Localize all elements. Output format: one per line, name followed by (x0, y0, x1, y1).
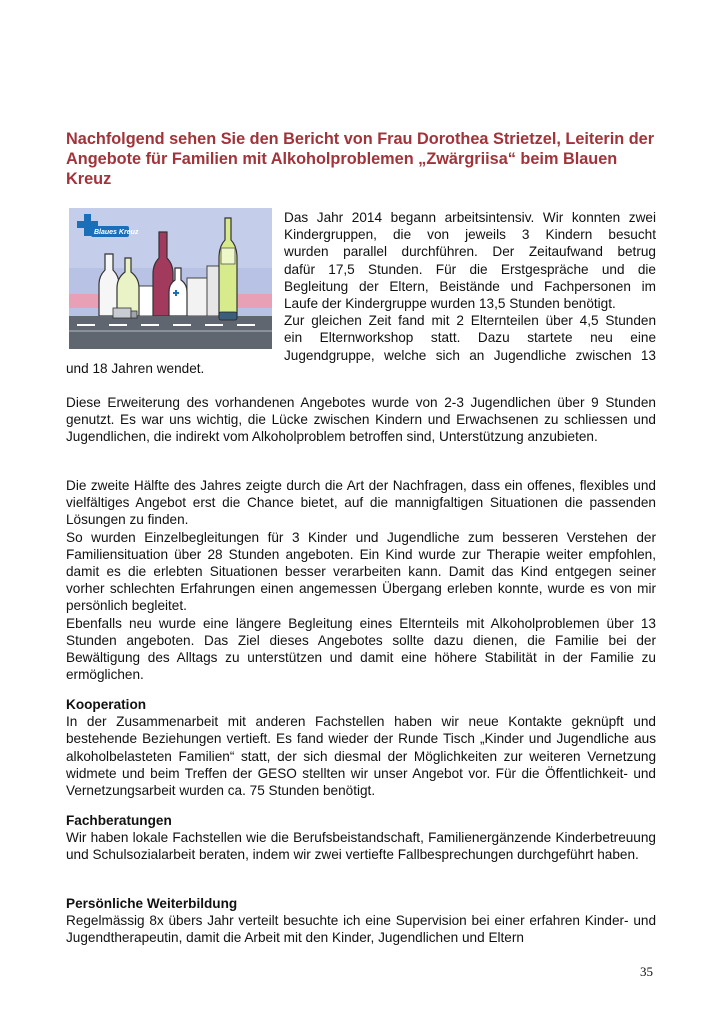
section-text: In der Zusammenarbeit mit anderen Fachstellen haben wir neue Kontakte geknüpft und bestehende Beziehungen vertieft. Es fand wieder der Runde Tisch „Kinder und Jugendliche aus alkoholbelasteten Familien“ statt, der sich diesmal der Möglichkeiten zur weiteren Vernetzung widmete und beim Treffen der GESO stellten wir unser Angebot vor. Für die Öffentlichkeit- und Vernetzungsarbeit wurden ca. 75 Stunden benötigt. (66, 714, 656, 799)
blaues-kreuz-illustration (69, 208, 272, 349)
section-heading: Fachberatungen (66, 813, 172, 828)
intro-line: wurden parallel durchführen. Der Zeitaufwand betrug (284, 244, 656, 260)
intro-line: Kindergruppen, die von jeweils 3 Kindern besucht (284, 227, 656, 243)
section-heading: Kooperation (66, 697, 147, 712)
intro-line: ein Elternworkshop statt. Dazu startete neu eine (284, 330, 656, 346)
paragraph-text: Diese Erweiterung des vorhandenen Angebotes wurde von 2-3 Jugendlichen über 9 Stunden genutzt. Es war uns wichtig, die Lücke zwischen Kindern und Erwachsenen zu schliessen und Jugendlichen, die indirekt vom Alkoholproblem betroffen sind, Unterstützung anzubieten. (66, 395, 656, 445)
intro-line: Laufe der Kindergruppe wurden 13,5 Stunden benötigt. (284, 296, 616, 312)
svg-text:Blaues Kreuz: Blaues Kreuz (94, 229, 139, 236)
intro-line: dafür 17,5 Stunden. Für die Erstgespräche und die (284, 261, 656, 277)
section-text: Wir haben lokale Fachstellen wie die Berufsbeistandschaft, Familienergänzende Kinderbetreuung und Schulsozialarbeit beraten, indem wir zwei vertiefte Fallbesprechungen durchgeführt haben. (66, 830, 656, 863)
intro-continuation (66, 360, 656, 377)
section-kooperation (66, 696, 656, 799)
intro-line: Zur gleichen Zeit fand mit 2 Elternteilen über 4,5 Stunden (284, 313, 656, 329)
intro-line: Begleitung der Eltern, Beistände und Fachpersonen im (284, 278, 656, 294)
intro-continuation-text: und 18 Jahren wendet. (66, 361, 205, 376)
intro-text (284, 209, 656, 364)
paragraph-second-half (66, 477, 656, 683)
intro-line: Jugendgruppe, welche sich an Jugendliche zwischen 13 (284, 347, 656, 363)
page-number: 35 (640, 964, 653, 979)
report-title: Nachfolgend sehen Sie den Bericht von Frau Dorothea Strietzel, Leiterin der Angebote für Familien mit Alkoholproblemen „Zwärgriisa“ beim Blauen Kreuz (66, 130, 655, 188)
paragraph-text: So wurden Einzelbegleitungen für 3 Kinder und Jugendliche zum besseren Verstehen der Familiensituation über 28 Stunden angeboten. Ein Kind wurde zur Therapie weiter empfohlen, damit es die erlebten Situationen besser verarbeiten kann. Damit das Kind entgegen seiner vorher schlechten Erfahrungen einen angemessen Übergang erleben konnte, wurde es von mir persönlich begleitet. (66, 529, 656, 614)
paragraph-text: Die zweite Hälfte des Jahres zeigte durch die Art der Nachfragen, dass ein offenes, flexibles und vielfältiges Angebot erst die Chance bietet, auf die mannigfaltigen Situationen die passenden Lösungen zu finden. (66, 478, 656, 528)
section-heading: Persönliche Weiterbildung (66, 896, 238, 911)
bottles-city-illustration-icon (69, 208, 272, 349)
intro-line: Das Jahr 2014 begann arbeitsintensiv. Wir konnten zwei (284, 210, 656, 225)
section-text: Regelmässig 8x übers Jahr verteilt besuchte ich eine Supervision bei einer erfahren Kinder- und Jugendtherapeutin, damit die Arbeit mit den Kinder, Jugendlichen und Eltern (66, 913, 656, 946)
section-weiterbildung (66, 895, 656, 947)
section-fachberatungen (66, 812, 656, 864)
car-icon (219, 312, 237, 320)
paragraph-extension (66, 394, 656, 446)
paragraph-text: Ebenfalls neu wurde eine längere Begleitung eines Elternteils mit Alkoholproblemen über 13 Stunden angeboten. Das Ziel dieses Angebotes sollte dazu dienen, die Familie bei der Bewältigung des Alltags zu unterstützen und damit eine höhere Stabilität in der Familie zu ermöglichen. (66, 615, 656, 683)
